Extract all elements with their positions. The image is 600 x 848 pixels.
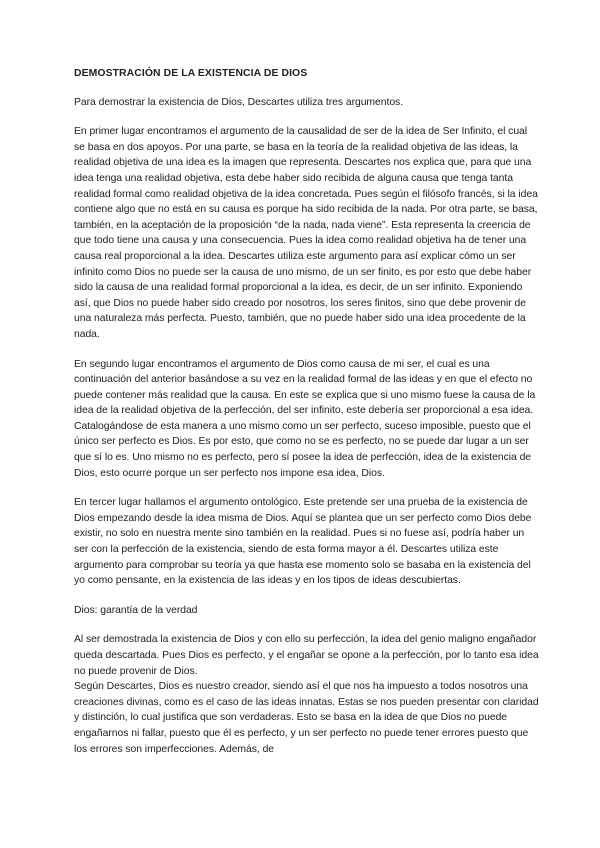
second-argument-paragraph: En segundo lugar encontramos el argumento de Dios como causa de mi ser, el cual es una continuación del anterior basándose a su vez en la realidad formal de las ideas y en que el efecto no puede contener más realidad que la causa. En este se explica que si uno mismo fuese la causa de la idea de la realidad objetiva de la perfección, del ser infinito, este debería ser proporcional a esa idea. Catalogándose de esta manera a uno mismo como un ser perfecto, suceso imposible, puesto que el único ser perfecto es Dios. Es por esto, que como no se es perfecto, no se puede dar lugar a un ser que sí lo es. Uno mismo no es perfecto, pero sí posee la idea de perfección, idea de la existencia de Dios, esto ocurre porque un ser perfecto nos impone esa idea, Dios. (74, 358, 536, 479)
third-argument-paragraph: En tercer lugar hallamos el argumento ontológico. Este pretende ser una prueba de la existencia de Dios empezando desde la idea misma de Dios. Aquí se plantea que un ser perfecto como Dios debe existir, no solo en nuestra mente sino también en la realidad. Pues si no fuese así, podría haber un ser con la perfección de la existencia, siendo de esta forma mayor a él. Descartes utiliza este argumento para comprobar su teoría ya que hasta ese momento solo se basaba en la existencia del yo como pensante, en la existencia de las ideas y en los tipos de ideas descubiertas. (74, 497, 532, 587)
intro-paragraph: Para demostrar la existencia de Dios, Descartes utiliza tres argumentos. (74, 96, 404, 108)
section-subheading: Dios: garantía de la verdad (74, 604, 198, 616)
document-title: DEMOSTRACIÓN DE LA EXISTENCIA DE DIOS (74, 68, 308, 79)
creator-paragraph: Según Descartes, Dios es nuestro creador, siendo así el que nos ha impuesto a todos nosotros una creaciones divinas, como es el caso de las ideas innatas. Estas se nos pueden presentar con claridad y distinción, lo cual justifica que son verdaderas. Esto se basa en la idea de que Dios no puede engañarnos ni fallar, puesto que él es perfecto, y un ser perfecto no puede tener errores puesto que los errores son imperfecciones. Además, de (74, 681, 539, 755)
first-argument-paragraph: En primer lugar encontramos el argumento de la causalidad de ser de la idea de Ser Infinito, el cual se basa en dos apoyos. Por una parte, se basa en la teoría de la realidad objetiva de las ideas, la realidad objetiva de una idea es la imagen que representa. Descartes nos explica que, para que una idea tenga una realidad objetiva, esta debe haber sido recibida de alguna causa que tenga tanta realidad formal como realidad objetiva de la idea concretada. Pues según el filósofo francés, si la idea contiene algo que no está en su causa es porque ha sido recibida de la nada. Por otra parte, se basa, también, en la aceptación de la proposición “de la nada, nada viene”. Esta representa la creencia de que todo tiene una causa y una consecuencia. Pues la idea como realidad objetiva ha de tener una causa real proporcional a la idea. Descartes utiliza este argumento para así explicar cómo un ser infinito como Dios no puede ser la causa de uno mismo, de un ser finito, es por esto que debe haber sido la causa de una realidad formal proporcional a la idea, es decir, de un ser infinito. Exponiendo así, que Dios no puede haber sido creado por nosotros, los seres finitos, sino que debe provenir de una naturaleza más perfecta. Puesto, también, que no puede haber sido una idea procedente de la nada. (74, 126, 538, 340)
truth-guarantee-paragraph: Al ser demostrada la existencia de Dios y con ello su perfección, la idea del genio maligno engañador queda descartada. Pues Dios es perfecto, y el engañar se opone a la perfección, por lo tanto esa idea no puede provenir de Dios. (74, 634, 539, 677)
